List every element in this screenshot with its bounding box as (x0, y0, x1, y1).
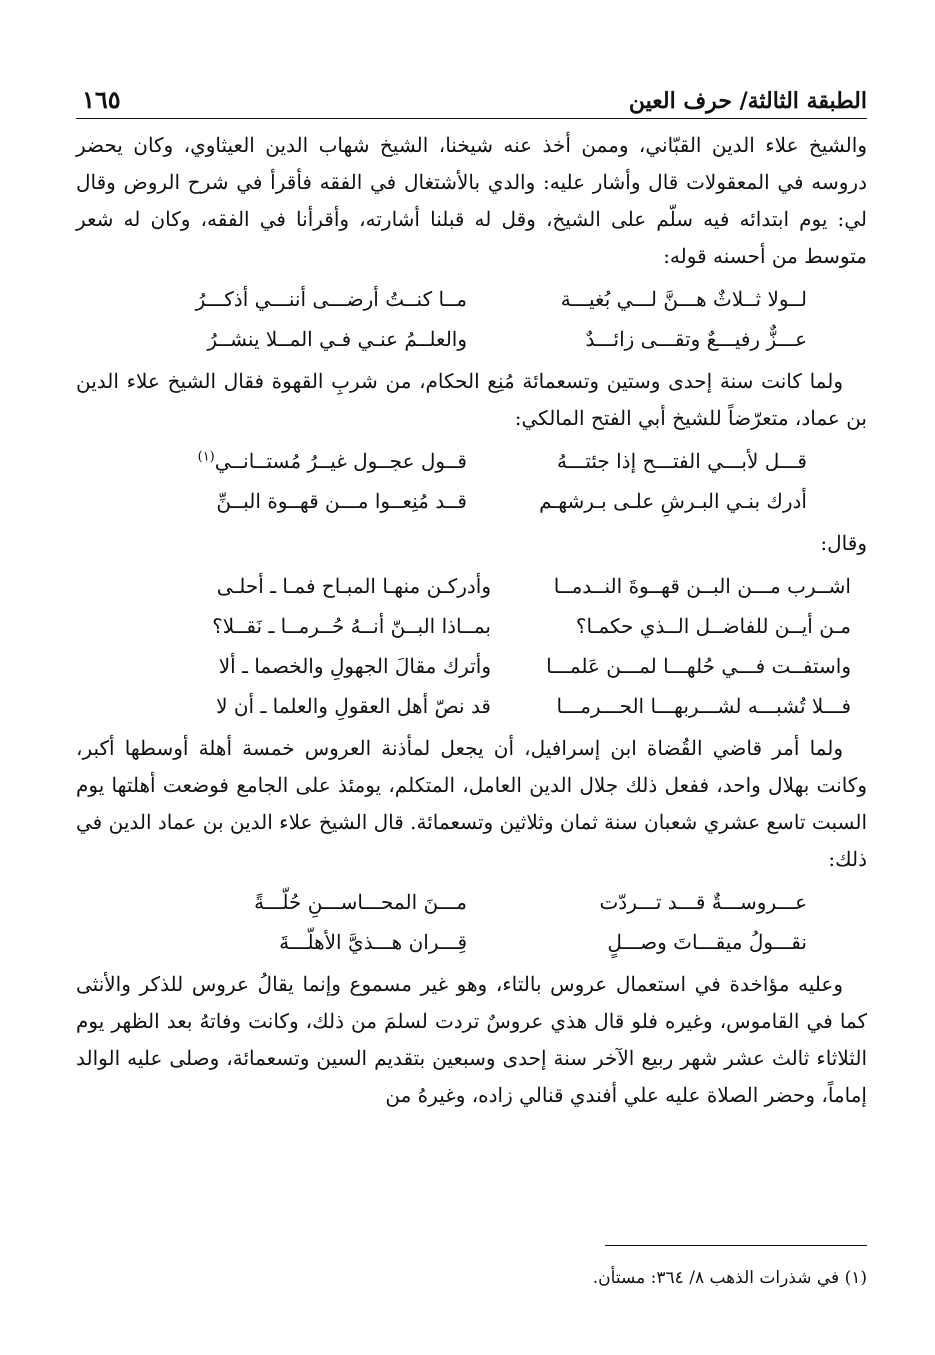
hemistich-first: نقـــولُ ميقـــاتَ وصـــلٍ (607, 930, 807, 954)
poem-1 (76, 279, 867, 359)
hemistich-second: وأدركـن منهـا المبـاح فمـا ـ أحلـى (216, 574, 491, 598)
verse (76, 481, 867, 521)
hemistich-second: مـــنَ المحـــاســـنِ حُلّـــةً (254, 890, 467, 914)
paragraph-4: وعليه مؤاخدة في استعمال عروس بالتاء، وهو غير مسموع وإنما يقالُ عروس للذكر والأنثى كما في القاموس، وغيره فلو قال هذي عروسٌ تردت لسلمَ من ذلك، وكانت وفاتهُ بعد الظهر يوم الثلاثاء ثالث عشر شهر ربيع الآخر سنة إحدى وسبعين بتقديم السين وتسعمائة، وصلى عليه الوالد إماماً، وحضر الصلاة عليه علي أفندي قنالي زاده، وغيرهُ من (76, 972, 867, 1107)
poem-2 (76, 441, 867, 521)
hemistich-second: قــد مُنِعــوا مـــن قهــوة البــنِّ (216, 489, 467, 513)
verse (76, 922, 867, 962)
verse (76, 686, 867, 726)
hemistich-first: اشــرب مـــن البــن قهــوةَ النــدمــا (553, 574, 851, 598)
hemistich-first: قـــل لأبـــي الفتـــح إذا جئتـــهُ (557, 449, 807, 473)
hemistich-first: لــولا ثــلاثٌ هـــنَّ لـــي بُغيـــة (560, 287, 807, 311)
paragraph-3: ولما أمر قاضي القُضاة ابن إسرافيل، أن يجعل لمأذنة العروس خمسة أهلة أوسطها أكبر، وكانت بهلال واحد، ففعل ذلك جلال الدين العامل، المتكلم، يومئذ على الجامع فوضعت أهلتها يوم السبت تاسع عشري شعبان سنة ثمان وثلاثين وتسعمائة. قال الشيخ علاء الدين بن عماد الدين في ذلك: (76, 736, 867, 871)
hemistich-second: والعلــمُ عنـي فـي المــلا ينشــرُ (207, 327, 467, 351)
verse (76, 319, 867, 359)
paragraph-2: ولما كانت سنة إحدى وستين وتسعمائة مُنِع الحكام، من شربِ القهوة فقال الشيخ علاء الدين بن عماد، متعرّضاً للشيخ أبي الفتح المالكي: (76, 369, 867, 430)
verse (76, 279, 867, 319)
verse (76, 606, 867, 646)
hemistich-first: فـــلا تُشبـــه لشـــربهـــا الحـــرمـــا (556, 694, 851, 718)
hemistich-first: مـن أيــن للفاضــل الــذي حكمـا؟ (575, 614, 851, 638)
footnote-separator (605, 1245, 867, 1246)
footnote: (١) في شذرات الذهب ٨/ ٣٦٤: مستأن. (592, 1268, 867, 1288)
verse (76, 882, 867, 922)
poem-4 (76, 882, 867, 962)
hemistich-text: قــول عجــول غيــرُ مُستــانــي (214, 449, 467, 473)
paragraph-1: والشيخ علاء الدين القبّاني، وممن أخذ عنه شيخنا، الشيخ شهاب الدين العيثاوي، وكان يحضر دروسه في المعقولات قال وأشار عليه: والدي بالأشتغال في الفقه فأقرأ في شرح الروض وقال لي: يوم ابتدائه فيه سلّم على الشيخ، وقل له قبلنا أشارته، وأقرأنا في الفقه، وكان له شعر متوسط من أحسنه قوله: (76, 133, 867, 268)
hemistich-first: عـــزٌّ رفيـــعٌ وتقـــى زائـــدٌ (585, 327, 807, 351)
hemistich-second (137, 449, 507, 473)
hemistich-second: قد نصّ أهل العقولِ والعلما ـ أن لا (216, 694, 491, 718)
verse (76, 646, 867, 686)
hemistich-first: واستفــت فـــي حُلهـــا لمـــن عَلمـــا (546, 654, 851, 678)
hemistich-second: وأترك مقالَ الجهولِ والخصما ـ ألا (218, 654, 491, 678)
poem-3 (76, 566, 867, 726)
verse (76, 441, 867, 481)
hemistich-first: أدرك بنـي البـرشِ علـى بـرشهـم (539, 489, 807, 513)
hemistich-first: عـــروســـةٌ قـــد تـــردّت (599, 890, 807, 914)
page-number: ١٦٥ (82, 85, 121, 114)
running-header (76, 74, 867, 119)
footnote-marker: (١) (197, 449, 215, 465)
hemistich-second: مــا كنــتُ أرضـــى أننـــي أذكـــرُ (195, 287, 467, 311)
page-body (76, 119, 867, 1114)
header-title: الطبقة الثالثة/ حرف العين (628, 88, 867, 114)
hemistich-second: قِـــران هـــذيَّ الأهلّـــةَ (279, 930, 467, 954)
said-line: وقال: (820, 531, 867, 555)
verse (76, 566, 867, 606)
hemistich-second: بمــاذا البــنّ أنــهُ حُــرمــا ـ نَقــلا؟ (212, 614, 491, 638)
